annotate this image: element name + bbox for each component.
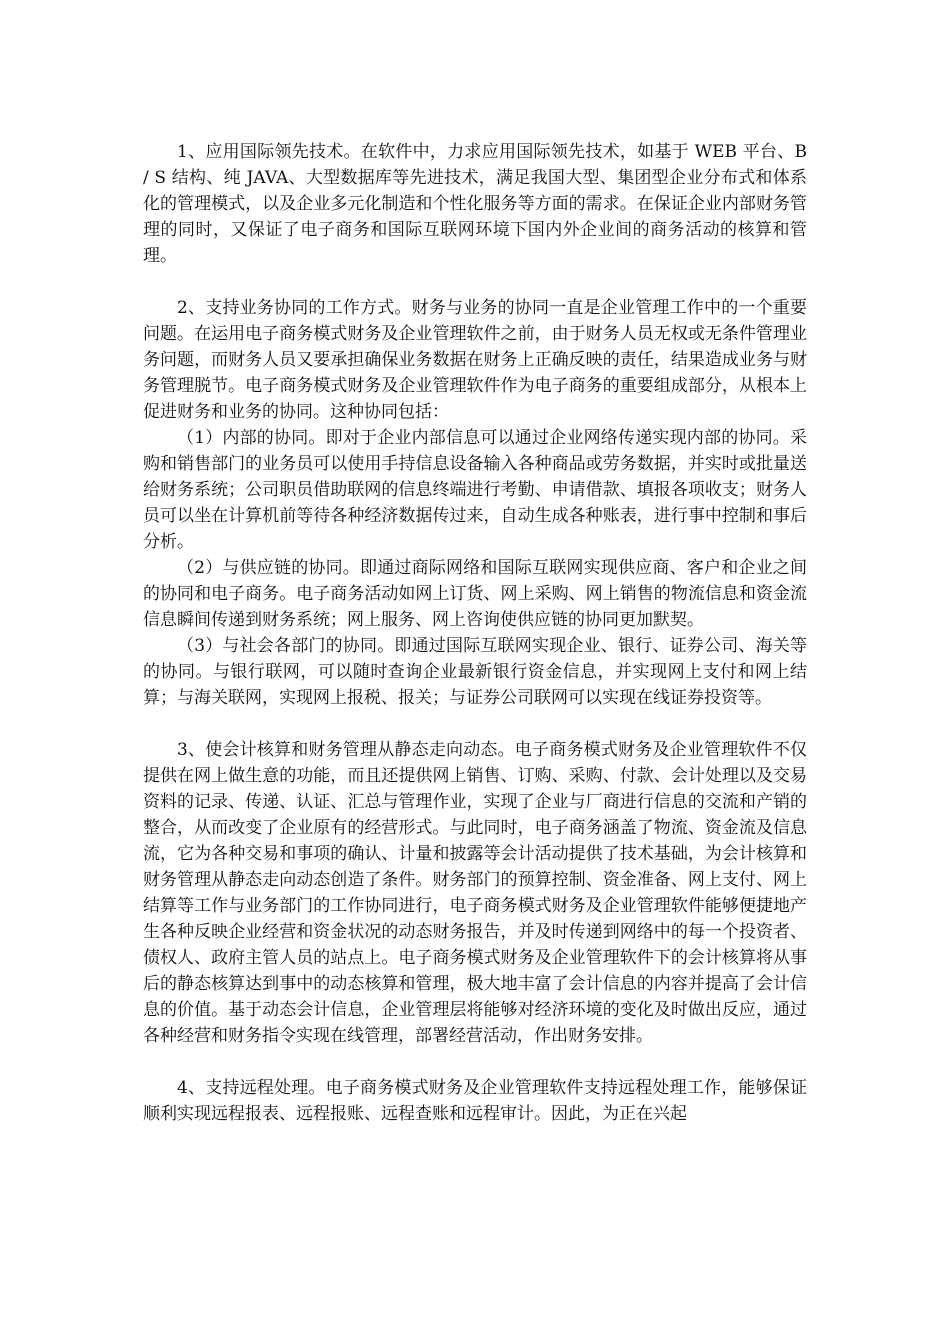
document-body (143, 139, 807, 1127)
paragraph-2: 2、支持业务协同的工作方式。财务与业务的协同一直是企业管理工作中的一个重要问题。在运用电子商务模式财务及企业管理软件之前，由于财务人员无权或无条件管理业务问题，而财务人员又要承担确保业务数据在财务上正确反映的责任，结果造成业务与财务管理脱节。电子商务模式财务及企业管理软件作为电子商务的重要组成部分，从根本上促进财务和业务的协同。这种协同包括： (143, 298, 807, 422)
paragraph-2-item-3: （3）与社会各部门的协同。即通过国际互联网实现企业、银行、证券公司、海关等的协同。与银行联网，可以随时查询企业最新银行资金信息，并实现网上支付和网上结算；与海关联网，实现网上报税、报关；与证券公司联网可以实现在线证券投资等。 (143, 636, 807, 708)
paragraph-gap (143, 711, 807, 737)
paragraph-3: 3、使会计核算和财务管理从静态走向动态。电子商务模式财务及企业管理软件不仅提供在网上做生意的功能，而且还提供网上销售、订购、采购、付款、会计处理以及交易资料的记录、传递、认证、汇总与管理作业，实现了企业与厂商进行信息的交流和产销的整合，从而改变了企业原有的经营形式。与此同时，电子商务涵盖了物流、资金流及信息流，它为各种交易和事项的确认、计量和披露等会计活动提供了技术基础，为会计核算和财务管理从静态走向动态创造了条件。财务部门的预算控制、资金准备、网上支付、网上结算等工作与业务部门的工作协同进行，电子商务模式财务及企业管理软件能够便捷地产生各种反映企业经营和资金状况的动态财务报告，并及时传递到网络中的每一个投资者、债权人、政府主管人员的站点上。电子商务模式财务及企业管理软件下的会计核算将从事后的静态核算达到事中的动态核算和管理，极大地丰富了会计信息的内容并提高了会计信息的价值。基于动态会计信息，企业管理层将能够对经济环境的变化及时做出反应，通过各种经营和财务指令实现在线管理，部署经营活动，作出财务安排。 (143, 740, 807, 1046)
paragraph-2-item-2: （2）与供应链的协同。即通过商际网络和国际互联网实现供应商、客户和企业之间的协同和电子商务。电子商务活动如网上订货、网上采购、网上销售的物流信息和资金流信息瞬间传递到财务系统；网上服务、网上咨询使供应链的协同更加默契。 (143, 558, 807, 630)
paragraph-gap (143, 1049, 807, 1075)
paragraph-4: 4、支持远程处理。电子商务模式财务及企业管理软件支持远程处理工作，能够保证顺利实现远程报表、远程报账、远程查账和远程审计。因此，为正在兴起 (143, 1078, 807, 1124)
paragraph-1: 1、应用国际领先技术。在软件中，力求应用国际领先技术，如基于 WEB 平台、B / S 结构、纯 JAVA、大型数据库等先进技术，满足我国大型、集团型企业分布式和体系化的管理模式，以及企业多元化制造和个性化服务等方面的需求。在保证企业内部财务管理的同时，又保证了电子商务和国际互联网环境下国内外企业间的商务活动的核算和管理。 (143, 142, 807, 266)
paragraph-2-item-1: （1）内部的协同。即对于企业内部信息可以通过企业网络传递实现内部的协同。采购和销售部门的业务员可以使用手持信息设备输入各种商品或劳务数据，并实时或批量送给财务系统；公司职员借助联网的信息终端进行考勤、申请借款、填报各项收支；财务人员可以坐在计算机前等待各种经济数据传过来，自动生成各种账表，进行事中控制和事后分析。 (143, 428, 807, 552)
paragraph-gap (143, 269, 807, 295)
